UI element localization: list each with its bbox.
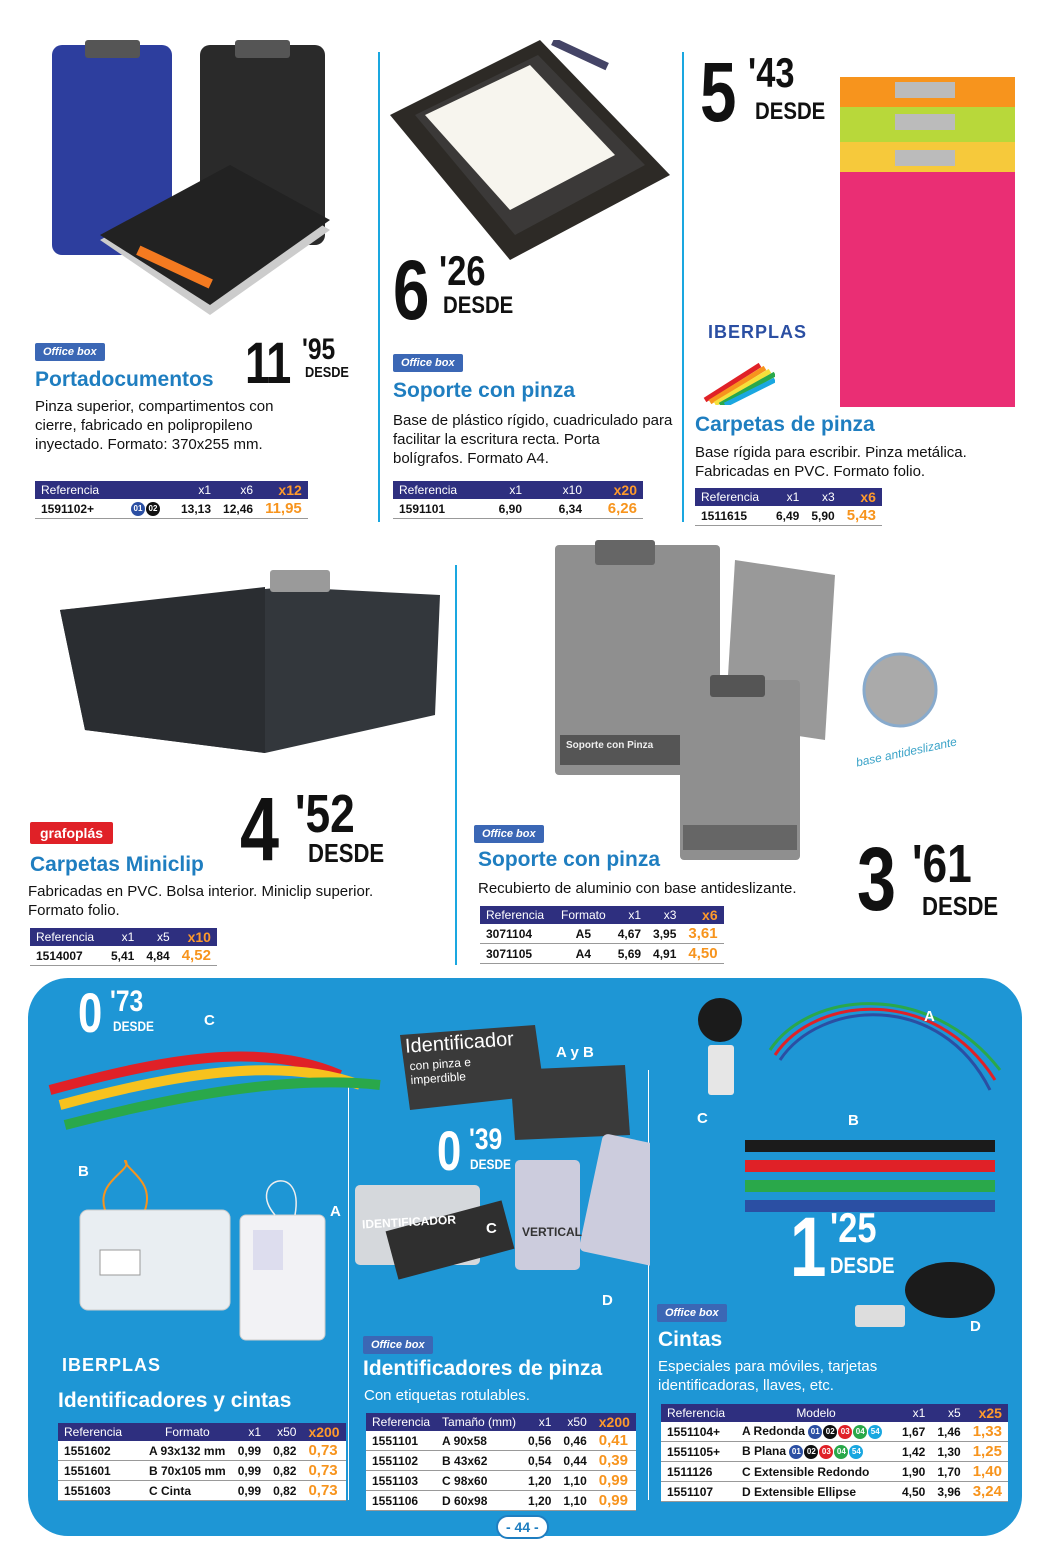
price-identificadores-pinza: 0 '39 DESDE: [437, 1119, 511, 1182]
table-row: 3071105 A4 5,69 4,91 4,50: [480, 944, 724, 964]
label-c: C: [486, 1220, 497, 1237]
price-table-cintas: Referencia Modelo x1 x5 x25 1551104+ A Redonda 01 02 03 04 54 1,67 1,46 1,33 1551105+ B Plana 01 02 03 04 54 1,42 1,30 1,25 1511126 C Extensible Redondo 1,90 1,70 1,40 1551107 D Extensible Ellipse 4,50 3,96 3,24: [661, 1404, 1008, 1502]
iberplas-logo: IBERPLAS: [708, 322, 808, 342]
separator: [378, 52, 380, 522]
price-soporte-pinza: 6 '26 DESDE: [393, 243, 514, 337]
section-description: Con etiquetas rotulables.: [364, 1387, 530, 1404]
table-row: 1551106 D 60x98 1,20 1,10 0,99: [366, 1491, 636, 1511]
label-a-y-b: A y B: [556, 1044, 594, 1061]
product-photo-portadocumentos: [40, 40, 340, 330]
table-row: 1591102+ 01 02 13,13 12,46 11,95: [35, 499, 308, 519]
color-dots: 01 02: [125, 499, 175, 519]
photo-text: Identificador: [404, 1028, 515, 1058]
officebox-logo: Office box: [35, 343, 105, 361]
product-description: Recubierto de aluminio con base antideslizante.: [478, 880, 797, 897]
page-number: - 44 -: [496, 1515, 549, 1539]
section-title: Cintas: [658, 1328, 723, 1351]
label-d: D: [970, 1318, 981, 1335]
table-row: 1591101 6,90 6,34 6,26: [393, 499, 643, 519]
table-row: 1551104+ A Redonda 01 02 03 04 54 1,67 1,46 1,33: [661, 1422, 1008, 1442]
color-dots: 01 02 03 04 54: [808, 1424, 883, 1438]
photo-text: con pinza e imperdible: [409, 1054, 472, 1088]
label-a: A: [924, 1008, 935, 1025]
officebox-logo: Office box: [474, 825, 544, 843]
label-b: B: [848, 1112, 859, 1129]
price-table-soporte-aluminio: Referencia Formato x1 x3 x6 3071104 A5 4,67 3,95 3,61 3071105 A4 5,69 4,91 4,50: [480, 906, 724, 964]
separator: [348, 1080, 349, 1500]
table-row: 1551101 A 90x58 0,56 0,46 0,41: [366, 1431, 636, 1451]
price-table-miniclip: Referencia x1 x5 x10 1514007 5,41 4,84 4,52: [30, 928, 217, 966]
label-a: A: [330, 1203, 341, 1220]
table-row: 1551105+ B Plana 01 02 03 04 54 1,42 1,30 1,25: [661, 1442, 1008, 1462]
product-photo-soporte-pinza: [390, 40, 670, 260]
product-description: Pinza superior, compartimentos con cierre, fabricado en polipropileno inyectado. Formato: 370x255 mm.: [35, 398, 274, 453]
separator: [682, 52, 684, 522]
product-description: Base rígida para escribir. Pinza metálica. Fabricadas en PVC. Formato folio.: [695, 444, 967, 480]
table-row: 1551102 B 43x62 0,54 0,44 0,39: [366, 1451, 636, 1471]
table-row: 1551602 A 93x132 mm 0,99 0,82 0,73: [58, 1441, 346, 1461]
price-table-portadocumentos: Referencia x1 x6 x12 1591102+ 01 02 13,13 12,46 11,95: [35, 481, 308, 519]
label-d: D: [602, 1292, 613, 1309]
product-photo-miniclip: [55, 565, 445, 755]
price-table-identificadores-pinza: Referencia Tamaño (mm) x1 x50 x200 1551101 A 90x58 0,56 0,46 0,41 1551102 B 43x62 0,54 0,44 0,39 1551103 C 98x60 1,20 1,10 0,99 1551106 D 60x98 1,20 1,10 0,99: [366, 1413, 636, 1511]
price-table-identificadores-cintas: Referencia Formato x1 x50 x200 1551602 A 93x132 mm 0,99 0,82 0,73 1551601 B 70x105 mm 0,99 0,82 0,73 1551603 C Cinta 0,99 0,82 0,73: [58, 1423, 346, 1501]
table-row: 1514007 5,41 4,84 4,52: [30, 946, 217, 966]
product-title: Portadocumentos: [35, 368, 214, 391]
table-row: 3071104 A5 4,67 3,95 3,61: [480, 924, 724, 944]
price-miniclip: 4 '52 DESDE: [240, 780, 385, 880]
officebox-logo: Office box: [657, 1304, 727, 1322]
price-cintas: 1 '25 DESDE: [790, 1200, 895, 1294]
rainbow-logo: [700, 360, 775, 405]
iberplas-logo: IBERPLAS: [62, 1355, 162, 1375]
officebox-logo: Office box: [363, 1336, 433, 1354]
grafoplas-logo: grafoplás: [30, 822, 113, 844]
product-photo-soporte-aluminio: [550, 540, 950, 870]
section-description: Especiales para móviles, tarjetas identificadoras, llaves, etc.: [658, 1358, 878, 1394]
section-title: Identificadores y cintas: [58, 1389, 292, 1412]
separator: [455, 565, 457, 965]
color-dots: 01 02 03 04 54: [789, 1444, 864, 1458]
price-table-soporte-pinza: Referencia x1 x10 x20 1591101 6,90 6,34 6,26: [393, 481, 643, 519]
table-row: 1511615 6,49 5,90 5,43: [695, 506, 882, 526]
table-row: 1551107 D Extensible Ellipse 4,50 3,96 3,24: [661, 1482, 1008, 1502]
product-title: Soporte con pinza: [478, 848, 661, 871]
product-description: Fabricadas en PVC. Bolsa interior. Miniclip superior. Formato folio.: [28, 883, 374, 919]
label-c: C: [204, 1012, 215, 1029]
photo-text: VERTICAL: [522, 1225, 582, 1239]
price-identificadores-cintas: 0 '73 DESDE: [78, 981, 154, 1044]
price-soporte-aluminio: 3 '61 DESDE: [857, 830, 999, 930]
photo-text: IDENTIFICADOR: [361, 1212, 457, 1232]
table-row: 1511126 C Extensible Redondo 1,90 1,70 1,40: [661, 1462, 1008, 1482]
table-row: 1551103 C 98x60 1,20 1,10 0,99: [366, 1471, 636, 1491]
label-c: C: [697, 1110, 708, 1127]
photo-cords: [690, 990, 1010, 1120]
photo-label: Soporte con Pinza: [566, 740, 654, 751]
officebox-logo: Office box: [393, 354, 463, 372]
photo-note: base antideslizante: [854, 734, 959, 770]
photo-badge-holders: [75, 1160, 335, 1350]
product-photo-carpetas-pinza: [840, 72, 1020, 412]
product-title: Soporte con pinza: [393, 379, 576, 402]
product-title: Carpetas Miniclip: [30, 853, 204, 876]
table-row: 1551601 B 70x105 mm 0,99 0,82 0,73: [58, 1461, 346, 1481]
price-table-carpetas-pinza: Referencia x1 x3 x6 1511615 6,49 5,90 5,43: [695, 488, 882, 526]
product-description: Base de plástico rígido, cuadriculado para facilitar la escritura recta. Porta bolígrafos. Formato A4.: [393, 412, 673, 467]
table-row: 1551603 C Cinta 0,99 0,82 0,73: [58, 1481, 346, 1501]
price-carpetas-pinza: 5 '43 DESDE: [700, 45, 826, 139]
label-b: B: [78, 1163, 89, 1180]
price-portadocumentos: 11 '95 DESDE: [245, 331, 349, 396]
photo-lanyards: [40, 1030, 390, 1140]
section-title: Identificadores de pinza: [363, 1357, 603, 1380]
product-title: Carpetas de pinza: [695, 413, 875, 436]
